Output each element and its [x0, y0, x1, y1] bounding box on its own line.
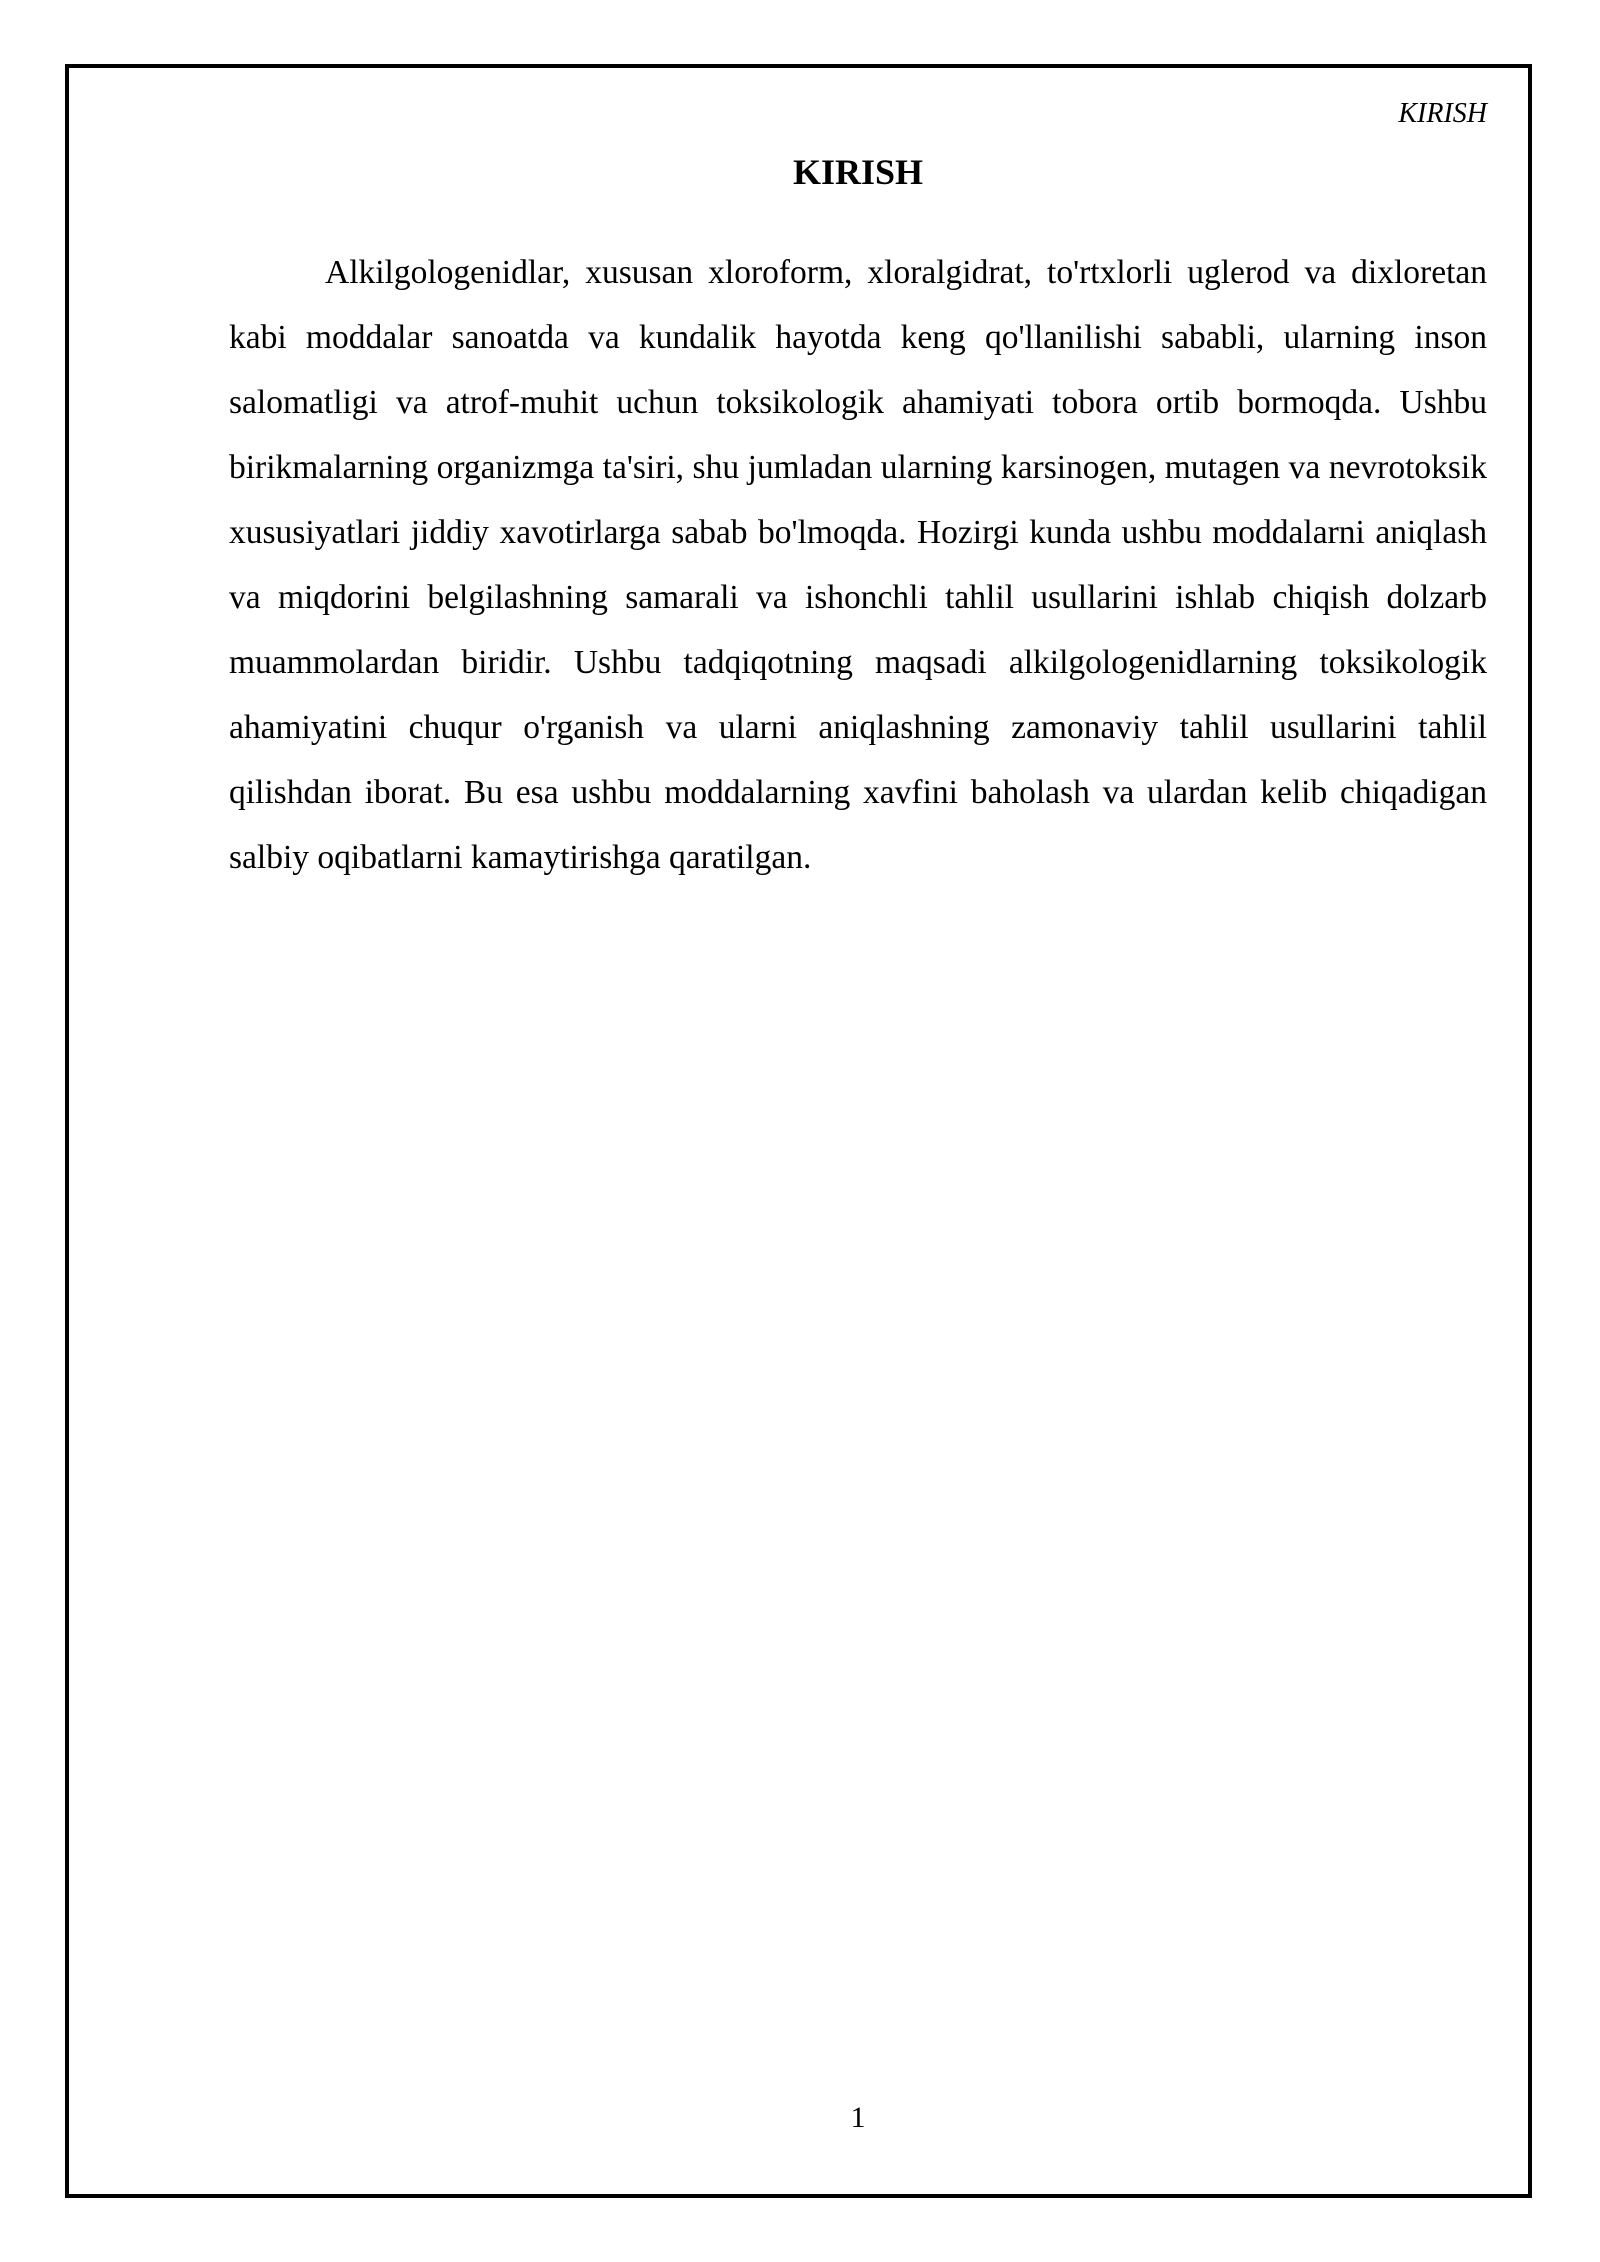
running-header: KIRISH — [1398, 98, 1487, 129]
page-title: KIRISH — [792, 152, 924, 192]
body-paragraph: Alkilgologenidlar, xususan xloroform, xloralgidrat, to'rtxlorli uglerod va dixloretan kabi moddalar sanoatda va kundalik hayotda keng qo'llanilishi sababli, ularning inson salomatligi va atrof-muhit uchun toksikologik ahamiyati tobora ortib bormoqda. Ushbu birikmalarning organizmga ta'siri, shu jumladan ularning karsinogen, mutagen va nevrotoksik xususiyatlari jiddiy xavotirlarga sabab bo'lmoqda. Hozirgi kunda ushbu moddalarni aniqlash va miqdorini belgilashning samarali va ishonchli tahlil usullarini ishlab chiqish dolzarb muammolardan biridir. Ushbu tadqiqotning maqsadi alkilgologenidlarning toksikologik ahamiyatini chuqur o'rganish va ularni aniqlashning zamonaviy tahlil usullarini tahlil qilishdan iborat. Bu esa ushbu moddalarning xavfini baholash va ulardan kelib chiqadigan salbiy oqibatlarni kamaytirishga qaratilgan. — [229, 254, 1487, 876]
page-number: 1 — [850, 2101, 866, 2134]
